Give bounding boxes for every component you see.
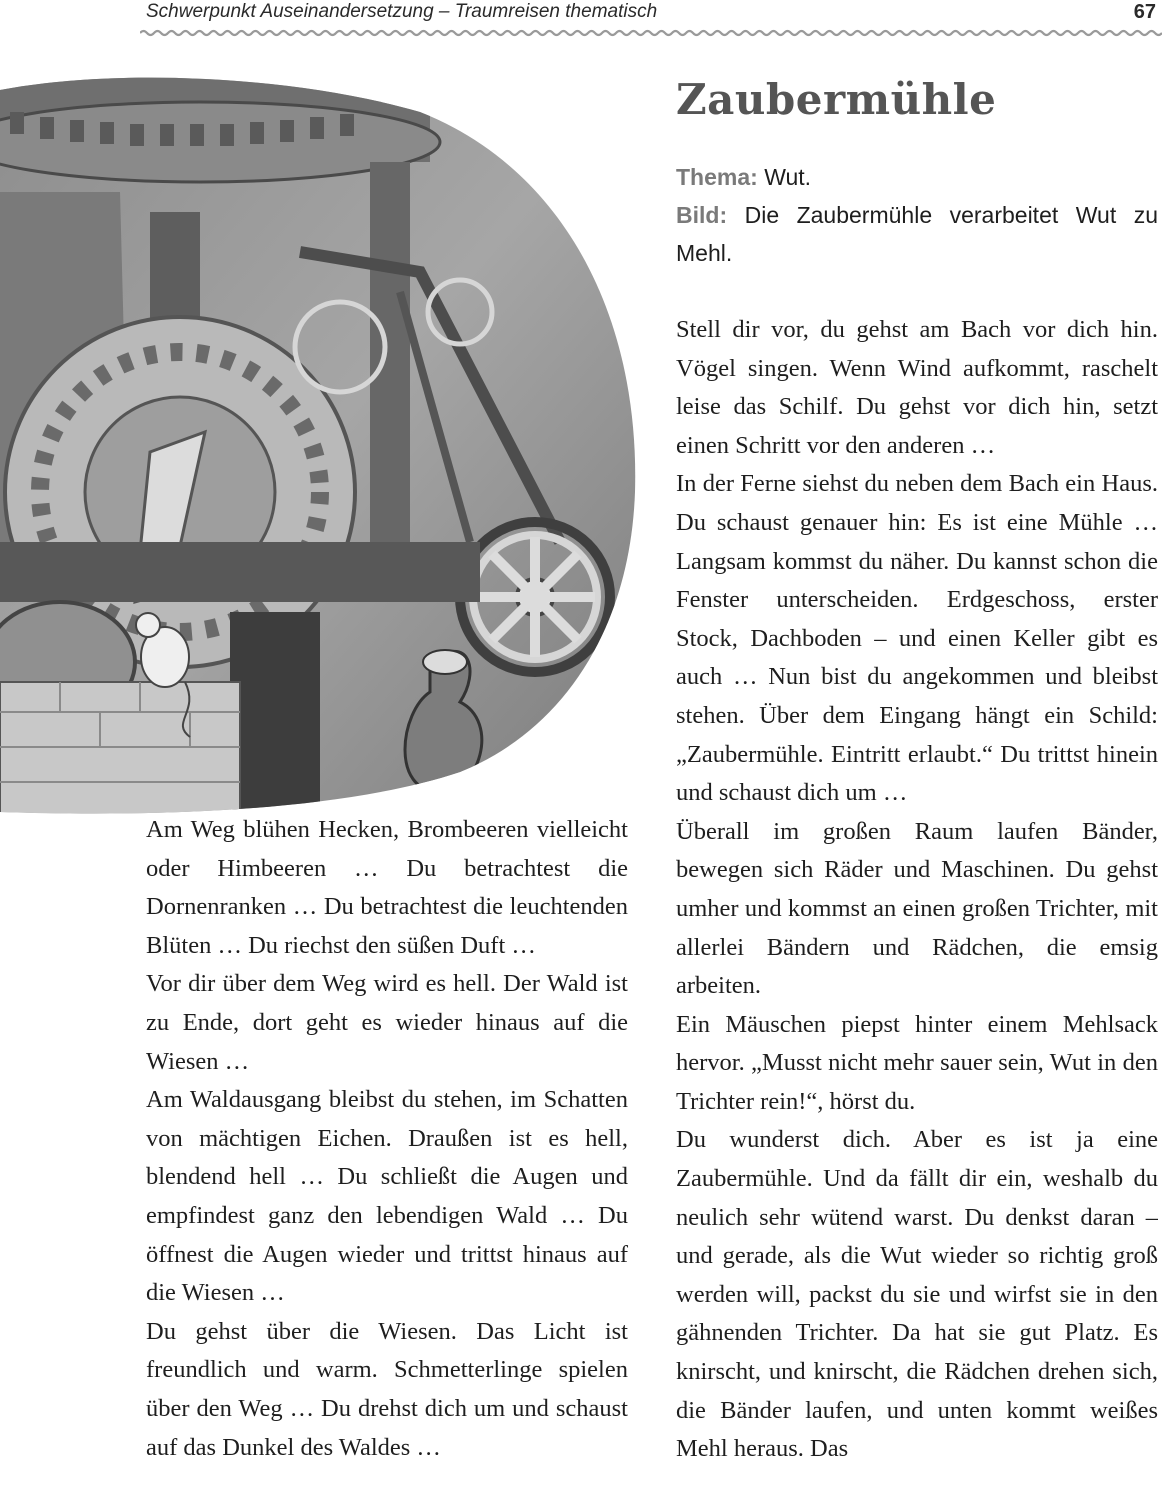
left-column [146, 811, 628, 1467]
page-number: 67 [1133, 1, 1156, 23]
paragraph: Vor dir über dem Weg wird es hell. Der Wald ist zu Ende, dort geht es wieder hinaus auf die Wiesen … [146, 970, 628, 1075]
paragraph: In der Ferne siehst du neben dem Bach ein Haus. Du schaust genauer hin: Es ist eine Mühle … Langsam kommst du näher. Du kannst schon die Fenster unterscheiden. Erdgeschoss, erster Stock, Dachboden – und einen Keller gibt es auch … Nun bist du angekommen und bleibst stehen. Über dem Eingang hängt ein Schild: „Zaubermühle. Eintritt erlaubt.“ Du trittst hinein und schaust dich um … [676, 470, 1158, 807]
paragraph: Am Waldausgang bleibst du stehen, im Schatten von mächtigen Eichen. Draußen ist es hell, blendend hell … Du schließt die Augen und empfindest ganz den lebendigen Wald … Du öffnest die Augen wieder und trittst hinaus auf die Wiesen … [146, 1086, 628, 1307]
running-title: Schwerpunkt Auseinandersetzung – Traumreisen thematisch [146, 1, 658, 22]
paragraph: Du wunderst dich. Aber es ist ja eine Zaubermühle. Und da fällt dir ein, weshalb du neulich sehr wütend warst. Du denkst daran – und gerade, als die Wut wieder so richtig groß werden will, packst du sie und wirfst sie in den gähnenden Trichter. Da hat sie gut Platz. Es knirscht, und knirscht, die Rädchen drehen sich, die Bänder laufen, und unten kommt weißes Mehl heraus. Das [676, 1126, 1158, 1463]
paragraph: Überall im großen Raum laufen Bänder, bewegen sich Räder und Maschinen. Du gehst umher und kommst an einen großen Trichter, mit allerlei Bändern und Rädchen, die emsig arbeiten. [676, 817, 1158, 1000]
image-value: Die Zaubermühle verarbeitet Wut zu Mehl. [676, 202, 1158, 266]
article-meta [676, 158, 1158, 272]
mill-illustration [0, 72, 640, 817]
article-title: Zaubermühle [676, 75, 997, 124]
running-head [146, 0, 1156, 24]
paragraph: Ein Mäuschen piepst hinter einem Mehlsack hervor. „Musst nicht mehr sauer sein, Wut in den Trichter rein!“, hörst du. [676, 1010, 1158, 1115]
image-line [676, 196, 1158, 272]
paragraph: Stell dir vor, du gehst am Bach vor dich hin. Vögel singen. Wenn Wind aufkommt, raschelt leise das Schilf. Du gehst vor dich hin, setzt einen Schritt vor den anderen … [676, 316, 1158, 459]
theme-line [676, 158, 1158, 196]
theme-label: Thema: [676, 164, 758, 190]
paragraph: Du gehst über die Wiesen. Das Licht ist freundlich und warm. Schmetterlinge spielen über den Weg … Du drehst dich um und schaust auf das Dunkel des Waldes … [146, 1317, 628, 1461]
image-label: Bild: [676, 202, 728, 228]
paragraph: Am Weg blühen Hecken, Brombeeren vielleicht oder Himbeeren … Du betrachtest die Dornenranken … Du betrachtest die leuchtenden Blüten … Du riechst den süßen Duft … [146, 816, 628, 959]
right-column [676, 311, 1158, 1496]
header-wave-rule [140, 27, 1162, 39]
theme-value: Wut. [764, 164, 812, 190]
